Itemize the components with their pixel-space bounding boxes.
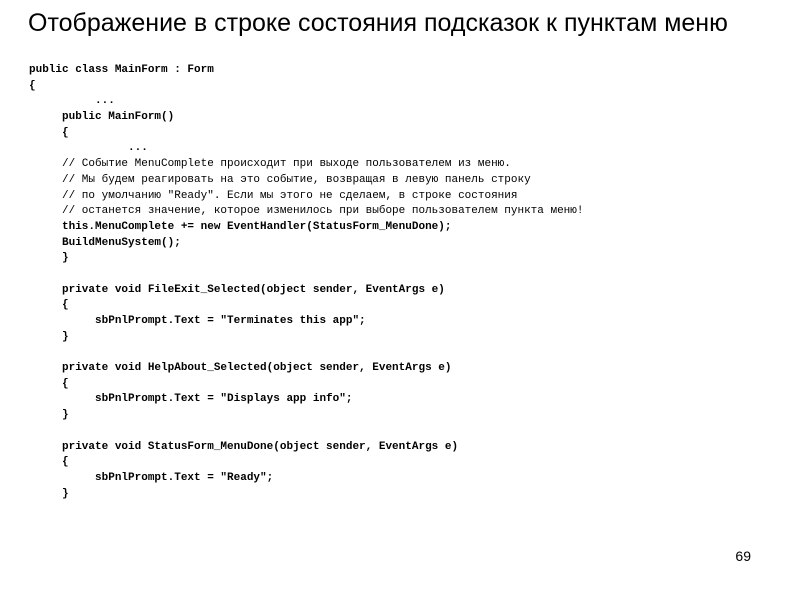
code-line: this.MenuComplete += new EventHandler(StatusForm_MenuDone); — [29, 220, 452, 233]
code-line: { — [29, 456, 69, 469]
code-line: { — [29, 377, 69, 390]
code-line: } — [29, 252, 69, 265]
slide-title: Отображение в строке состояния подсказок к пунктам меню — [28, 9, 728, 37]
code-line: sbPnlPrompt.Text = "Ready"; — [29, 471, 274, 484]
code-blank-line — [29, 345, 789, 361]
code-blank-line — [29, 424, 789, 440]
code-line: ... — [29, 95, 115, 108]
code-comment-line: // Событие MenuComplete происходит при выходе пользователем из меню. — [29, 158, 511, 171]
code-line: } — [29, 487, 69, 500]
code-line: public class MainForm : Form — [29, 64, 214, 76]
code-line: private void HelpAbout_Selected(object sender, EventArgs e) — [29, 362, 452, 375]
code-line: { — [29, 299, 69, 312]
code-comment-line: // останется значение, которое изменилось при выборе пользователем пункта меню! — [29, 205, 584, 218]
code-line: private void StatusForm_MenuDone(object sender, EventArgs e) — [29, 440, 459, 453]
code-line: ... — [29, 142, 148, 155]
code-comment-line: // по умолчанию "Ready". Если мы этого не сделаем, в строке состояния — [29, 189, 518, 202]
code-line: private void FileExit_Selected(object sender, EventArgs e) — [29, 283, 445, 296]
code-line: public MainForm() — [29, 111, 175, 124]
code-line: { — [29, 79, 36, 92]
code-line: sbPnlPrompt.Text = "Terminates this app"; — [29, 315, 366, 327]
code-line: } — [29, 409, 69, 422]
code-blank-line — [29, 267, 789, 283]
code-line: } — [29, 330, 69, 343]
code-comment-line: // Мы будем реагировать на это событие, возвращая в левую панель строку — [29, 173, 531, 186]
code-block — [29, 63, 789, 502]
page-number: 69 — [735, 548, 751, 564]
code-line: { — [29, 126, 69, 139]
code-line: BuildMenuSystem(); — [29, 236, 181, 249]
code-line: sbPnlPrompt.Text = "Displays app info"; — [29, 393, 353, 406]
